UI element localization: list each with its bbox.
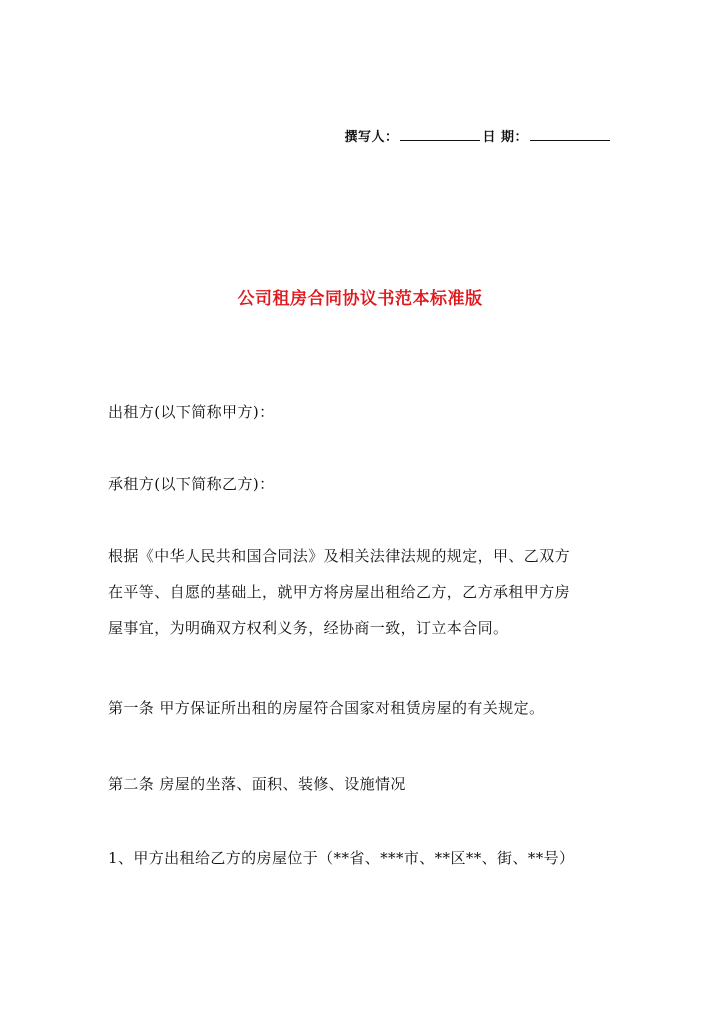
- article-2: 第二条 房屋的坐落、面积、装修、设施情况: [108, 775, 406, 793]
- document-title: 公司租房合同协议书范本标准版: [237, 289, 483, 309]
- article-1: 第一条 甲方保证所出租的房屋符合国家对租赁房屋的有关规定。: [108, 699, 545, 717]
- author-blank: [400, 128, 480, 141]
- document-header: [344, 126, 612, 145]
- date-label: 日 期：: [482, 130, 528, 145]
- intro-line: 根据《中华人民共和国合同法》及相关法律法规的规定，甲、乙双方: [108, 547, 571, 565]
- lessor-line: 出租方(以下简称甲方)：: [108, 403, 275, 421]
- date-blank: [530, 128, 610, 141]
- intro-line: 屋事宜，为明确双方权利义务，经协商一致，订立本合同。: [108, 619, 509, 637]
- intro-line: 在平等、自愿的基础上，就甲方将房屋出租给乙方，乙方承租甲方房: [108, 583, 571, 601]
- intro-paragraph: [108, 538, 614, 646]
- author-label: 撰写人：: [344, 130, 399, 145]
- article-2-item-1: 1、甲方出租给乙方的房屋位于（**省、***市、**区**、街、**号）: [108, 849, 575, 867]
- lessee-line: 承租方(以下简称乙方)：: [108, 475, 275, 493]
